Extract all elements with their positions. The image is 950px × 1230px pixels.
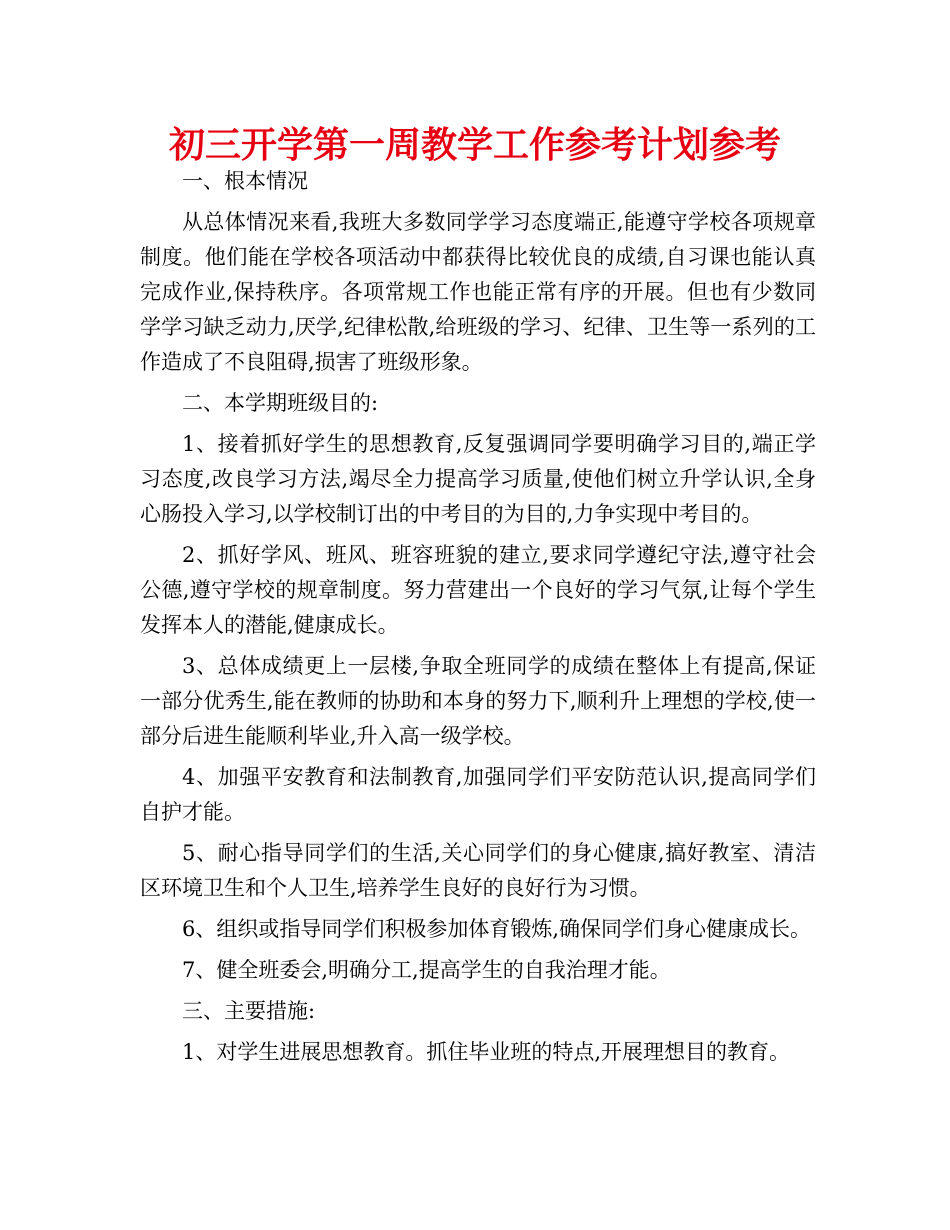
paragraph-overview: 从总体情况来看,我班大多数同学学习态度端正,能遵守学校各项规章制度。他们能在学校各项活动中都获得比较优良的成绩,自习课也能认真完成作业,保持秩序。各项常规工作也能正常有序的开展。但也有少数同学学习缺乏动力,厌学,纪律松散,给班级的学习、纪律、卫生等一系列的工作造成了不良阻碍,损害了班级形象。 — [140, 210, 816, 374]
goal-item-3: 3、总体成绩更上一层楼,争取全班同学的成绩在整体上有提高,保证一部分优秀生,能在教师的协助和本身的努力下,顺利升上理想的学校,使一部分后进生能顺利毕业,升入高一级学校。 — [140, 654, 816, 748]
goal-item-5: 5、耐心指导同学们的生活,关心同学们的身心健康,搞好教室、清洁区环境卫生和个人卫生,培养学生良好的良好行为习惯。 — [140, 841, 816, 900]
document-body — [140, 164, 816, 1070]
goal-item-7: 7、健全班委会,明确分工,提高学生的自我治理才能。 — [182, 958, 671, 982]
measure-item-1: 1、对学生进展思想教育。抓住毕业班的特点,开展理想目的教育。 — [182, 1040, 791, 1064]
goal-item-2: 2、抓好学风、班风、班容班貌的建立,要求同学遵纪守法,遵守社会公德,遵守学校的规章制度。努力营建出一个良好的学习气氛,让每个学生发挥本人的潜能,健康成长。 — [140, 543, 816, 637]
section-heading-basic-situation: 一、根本情况 — [182, 169, 308, 193]
goal-item-4: 4、加强平安教育和法制教育,加强同学们平安防范认识,提高同学们自护才能。 — [140, 765, 816, 824]
section-heading-class-goals: 二、本学期班级目的: — [182, 391, 379, 415]
section-heading-main-measures: 三、主要措施: — [182, 999, 316, 1023]
goal-item-6: 6、组织或指导同学们积极参加体育锻炼,确保同学们身心健康成长。 — [182, 917, 812, 941]
goal-item-1: 1、接着抓好学生的思想教育,反复强调同学要明确学习目的,端正学习态度,改良学习方法,竭尽全力提高学习质量,使他们树立升学认识,全身心肠投入学习,以学校制订出的中考目的为目的,力争实现中考目的。 — [140, 432, 816, 526]
document-title: 初三开学第一周教学工作参考计划参考 — [168, 125, 781, 166]
